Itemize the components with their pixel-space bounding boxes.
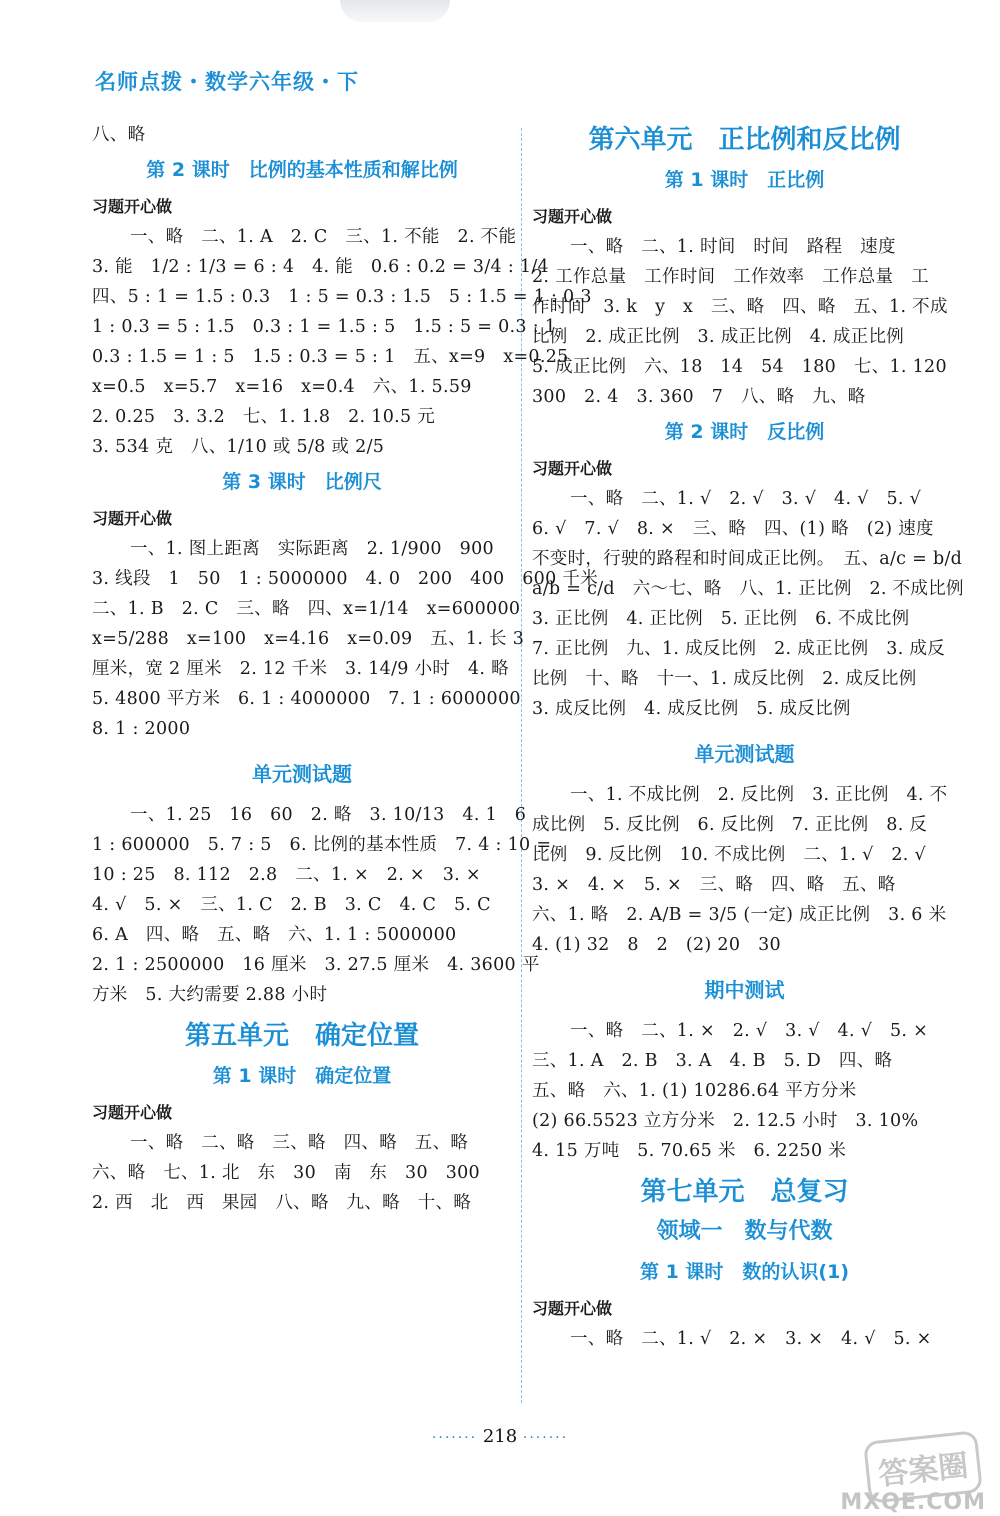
section-subhead: 习题开心做 [532, 207, 613, 226]
section-subhead: 习题开心做 [532, 1299, 613, 1318]
answer-line: 1 : 600000 5. 7 : 5 6. 比例的基本性质 7. 4 : 10 = [92, 835, 552, 855]
section-subhead: 习题开心做 [92, 197, 173, 216]
answer-line: 八、略 [92, 125, 146, 145]
answer-line: 方米 5. 大约需要 2.88 小时 [92, 985, 328, 1005]
answer-line: 3. 能 1/2 : 1/3 = 6 : 4 4. 能 0.6 : 0.2 = 3/4 : 1/4 [92, 257, 549, 277]
answer-line: 3. 534 克 八、1/10 或 5/8 或 2/5 [92, 437, 385, 457]
left-column [92, 120, 599, 1218]
answer-line: 一、1. 图上距离 实际距离 2. 1/900 900 [130, 539, 494, 559]
answer-line: 一、1. 不成比例 2. 反比例 3. 正比例 4. 不 [570, 785, 948, 805]
answer-line: 5. 4800 平方米 6. 1 : 4000000 7. 1 : 6000000 [92, 689, 521, 709]
midterm-title: 期中测试 [704, 978, 785, 1002]
unit-test-title: 单元测试题 [252, 762, 352, 786]
answer-line: 一、略 二、1. × 2. √ 3. √ 4. √ 5. × [570, 1021, 929, 1041]
answer-line: x=5/288 x=100 x=4.16 x=0.09 五、1. 长 3 [92, 629, 525, 649]
answer-line: 四、5 : 1 = 1.5 : 0.3 1 : 5 = 0.3 : 1.5 5 : 1.5 = 1 : 0.3 [92, 287, 592, 307]
unit-title: 第七单元 总复习 [640, 1177, 849, 1207]
answer-line: 比例 2. 成正比例 3. 成正比例 4. 成正比例 [532, 327, 905, 347]
answer-line: 比例 十、略 十一、1. 成反比例 2. 成反比例 [532, 669, 917, 689]
lesson-title: 第 1 课时 确定位置 [212, 1065, 392, 1087]
answer-line: x=0.5 x=5.7 x=16 x=0.4 六、1. 5.59 [92, 377, 472, 397]
lesson-title: 第 3 课时 比例尺 [222, 471, 382, 493]
answer-line: 2. 0.25 3. 3.2 七、1. 1.8 2. 10.5 元 [92, 407, 436, 427]
unit-title: 第六单元 正比例和反比例 [588, 125, 901, 155]
answer-line: 不变时，行驶的路程和时间成正比例。 五、a/c = b/d [532, 549, 963, 569]
answer-line: 300 2. 4 3. 360 7 八、略 九、略 [532, 387, 866, 407]
answer-line: 6. √ 7. √ 8. × 三、略 四、(1) 略 (2) 速度 [532, 519, 934, 539]
answer-line: 6. A 四、略 五、略 六、1. 1 : 5000000 [92, 925, 457, 945]
lesson-title: 第 1 课时 数的认识(1) [639, 1261, 850, 1283]
page-number-text: 218 [482, 1426, 518, 1447]
answer-line: 一、略 二、1. A 2. C 三、1. 不能 2. 不能 [130, 227, 517, 247]
watermark-logo: 答案圈 [863, 1430, 983, 1504]
answer-line: 1 : 0.3 = 5 : 1.5 0.3 : 1 = 1.5 : 5 1.5 : 5 = 0.3 : 1 [92, 317, 557, 337]
page-number [0, 1426, 1000, 1447]
answer-line: a/b = c/d 六～七、略 八、1. 正比例 2. 不成比例 [532, 579, 964, 599]
section-subhead: 习题开心做 [92, 1103, 173, 1122]
answer-line: (2) 66.5523 立方分米 2. 12.5 小时 3. 10% [532, 1111, 919, 1131]
lesson-title: 第 2 课时 反比例 [664, 421, 825, 443]
answer-line: 一、1. 25 16 60 2. 略 3. 10/13 4. 1 6 [130, 805, 527, 825]
page-header: 名师点拨・数学六年级・下 [95, 70, 359, 94]
answer-line: 成比例 5. 反比例 6. 反比例 7. 正比例 8. 反 [532, 815, 928, 835]
answer-line: 三、1. A 2. B 3. A 4. B 5. D 四、略 [532, 1051, 893, 1071]
answer-line: 一、略 二、1. √ 2. √ 3. √ 4. √ 5. √ [570, 489, 922, 509]
lesson-title: 第 2 课时 比例的基本性质和解比例 [146, 159, 458, 181]
answer-line: 六、略 七、1. 北 东 30 南 东 30 300 [92, 1163, 480, 1183]
page-dots-right: ······· [522, 1430, 569, 1446]
answer-line: 7. 正比例 九、1. 成反比例 2. 成正比例 3. 成反 [532, 639, 946, 659]
unit-title: 第五单元 确定位置 [184, 1021, 419, 1051]
answer-line: 3. 正比例 4. 正比例 5. 正比例 6. 不成比例 [532, 609, 910, 629]
answer-line: 一、略 二、1. √ 2. × 3. × 4. √ 5. × [570, 1329, 932, 1349]
answer-line: 3. 成反比例 4. 成反比例 5. 成反比例 [532, 699, 851, 719]
answer-line: 五、略 六、1. (1) 10286.64 平方分米 [532, 1081, 857, 1101]
right-column [532, 120, 964, 1354]
answer-line: 8. 1 : 2000 [92, 719, 191, 739]
answer-line: 4. 15 万吨 5. 70.65 米 6. 2250 米 [532, 1141, 847, 1161]
watermark-url: MXQE.COM [840, 1490, 986, 1515]
section-subhead: 习题开心做 [92, 509, 173, 528]
answer-line: 4. √ 5. × 三、1. C 2. B 3. C 4. C 5. C [92, 895, 491, 915]
answer-line: 厘米，宽 2 厘米 2. 12 千米 3. 14/9 小时 4. 略 [92, 659, 509, 679]
answer-line: 2. 工作总量 工作时间 工作效率 工作总量 工 [532, 267, 929, 287]
answer-line: 2. 西 北 西 果园 八、略 九、略 十、略 [92, 1193, 472, 1213]
answer-line: 比例 9. 反比例 10. 不成比例 二、1. √ 2. √ [532, 845, 926, 865]
lesson-title: 第 1 课时 正比例 [664, 169, 825, 191]
top-smudge [340, 0, 450, 22]
unit-test-title: 单元测试题 [694, 742, 795, 766]
answer-line: 一、略 二、1. 时间 时间 路程 速度 [570, 237, 896, 257]
answer-line: 作时间 3. k y x 三、略 四、略 五、1. 不成 [532, 297, 948, 317]
answer-line: 4. (1) 32 8 2 (2) 20 30 [532, 935, 781, 955]
domain-title: 领域一 数与代数 [656, 1219, 833, 1244]
section-subhead: 习题开心做 [532, 459, 613, 478]
answer-line: 一、略 二、略 三、略 四、略 五、略 [130, 1133, 469, 1153]
page-dots-left: ······· [431, 1430, 478, 1446]
answer-line: 3. × 4. × 5. × 三、略 四、略 五、略 [532, 875, 896, 895]
answer-line: 0.3 : 1.5 = 1 : 5 1.5 : 0.3 = 5 : 1 五、x=9 x=0.25 [92, 347, 569, 367]
answer-line: 5. 成正比例 六、18 14 54 180 七、1. 120 [532, 357, 947, 377]
answer-line: 10 : 25 8. 112 2.8 二、1. × 2. × 3. × [92, 865, 481, 885]
answer-line: 二、1. B 2. C 三、略 四、x=1/14 x=600000 [92, 599, 521, 619]
answer-line: 六、1. 略 2. A/B = 3/5 (一定) 成正比例 3. 6 米 [532, 905, 947, 925]
answer-line: 3. 线段 1 50 1 : 5000000 4. 0 200 400 600 千米 [92, 569, 599, 589]
answer-line: 2. 1 : 2500000 16 厘米 3. 27.5 厘米 4. 3600 平 [92, 955, 540, 975]
